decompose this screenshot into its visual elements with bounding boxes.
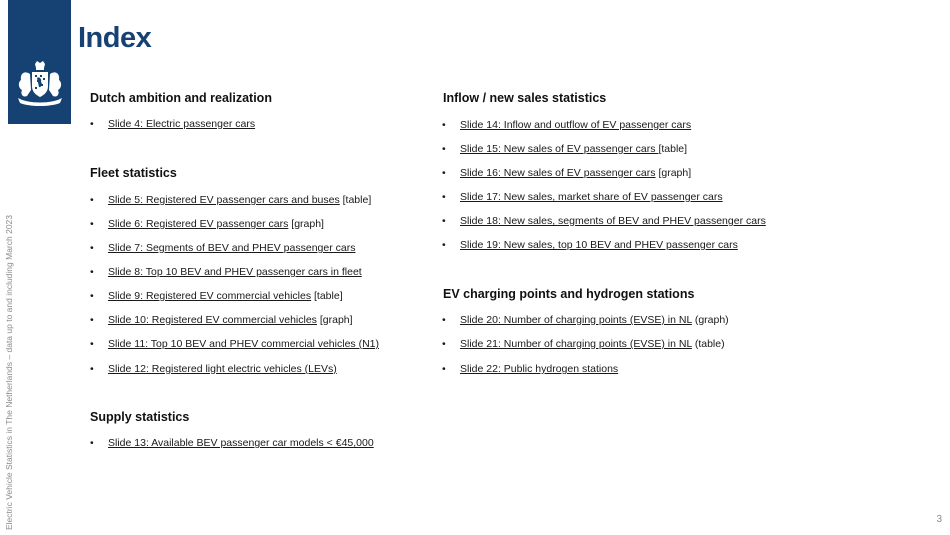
list-item <box>90 118 256 130</box>
bullet: • <box>442 363 446 375</box>
list-item <box>442 191 723 203</box>
bullet: • <box>442 167 446 179</box>
list-item <box>90 266 362 278</box>
list-item <box>442 167 692 179</box>
government-logo-block <box>8 0 71 124</box>
list-item <box>90 338 379 350</box>
list-item <box>442 143 688 155</box>
slide-link[interactable]: Slide 5: Registered EV passenger cars and buses <box>108 194 340 206</box>
bullet: • <box>90 363 94 375</box>
list-item <box>442 119 692 131</box>
slide-link[interactable]: Slide 16: New sales of EV passenger cars <box>460 167 656 179</box>
section-heading-fleet: Fleet statistics <box>90 166 177 180</box>
section-heading-dutch-ambition: Dutch ambition and realization <box>90 91 272 105</box>
slide-link[interactable]: Slide 15: New sales of EV passenger cars <box>460 143 659 155</box>
bullet: • <box>90 338 94 350</box>
bullet: • <box>442 119 446 131</box>
bullet: • <box>442 191 446 203</box>
bullet: • <box>90 218 94 230</box>
slide-link[interactable]: Slide 14: Inflow and outflow of EV passenger cars <box>460 119 692 131</box>
bullet: • <box>90 194 94 206</box>
list-item <box>442 338 725 350</box>
slide-link[interactable]: Slide 20: Number of charging points (EVSE) in NL <box>460 314 692 326</box>
bullet: • <box>90 242 94 254</box>
bullet: • <box>90 266 94 278</box>
item-suffix: [table] <box>658 143 688 155</box>
list-item <box>90 242 356 254</box>
list-item <box>90 314 353 326</box>
slide-link[interactable]: Slide 19: New sales, top 10 BEV and PHEV passenger cars <box>460 239 738 251</box>
bullet: • <box>442 143 446 155</box>
slide-link[interactable]: Slide 13: Available BEV passenger car models < €45,000 <box>108 437 374 449</box>
slide-link[interactable]: Slide 21: Number of charging points (EVSE) in NL <box>460 338 692 350</box>
slide-link[interactable]: Slide 11: Top 10 BEV and PHEV commercial vehicles (N1) <box>108 338 379 350</box>
list-item <box>442 363 619 375</box>
bullet: • <box>442 314 446 326</box>
list-item <box>442 239 738 251</box>
item-suffix: [table] <box>311 290 343 302</box>
item-suffix: [table] <box>339 194 372 206</box>
bullet: • <box>90 437 94 449</box>
bullet: • <box>90 290 94 302</box>
section-heading-inflow: Inflow / new sales statistics <box>443 91 607 105</box>
slide-link[interactable]: Slide 9: Registered EV commercial vehicles <box>108 290 312 302</box>
slide-link[interactable]: Slide 6: Registered EV passenger cars <box>108 218 289 230</box>
side-caption: Electric Vehicle Statistics in The Netherlands – data up to and including March 2023 <box>4 215 14 530</box>
item-suffix: (graph) <box>691 314 729 326</box>
bullet: • <box>442 215 446 227</box>
section-heading-charging: EV charging points and hydrogen stations <box>443 287 695 301</box>
section-heading-supply: Supply statistics <box>90 410 190 424</box>
slide-link[interactable]: Slide 8: Top 10 BEV and PHEV passenger cars in fleet <box>108 266 362 278</box>
coat-of-arms-icon <box>14 60 66 110</box>
list-item <box>442 215 766 227</box>
slide-link[interactable]: Slide 4: Electric passenger cars <box>108 118 256 130</box>
list-item <box>90 437 374 449</box>
bullet: • <box>90 314 94 326</box>
slide-link[interactable]: Slide 18: New sales, segments of BEV and PHEV passenger cars <box>460 215 766 227</box>
bullet: • <box>442 239 446 251</box>
slide-link[interactable]: Slide 10: Registered EV commercial vehicles <box>108 314 317 326</box>
list-item <box>442 314 729 326</box>
slide-link[interactable]: Slide 7: Segments of BEV and PHEV passenger cars <box>108 242 356 254</box>
page-number: 3 <box>936 514 942 525</box>
slide-link[interactable]: Slide 12: Registered light electric vehicles (LEVs) <box>108 363 337 375</box>
item-suffix: [graph] <box>316 314 353 326</box>
list-item <box>90 218 324 230</box>
slide-link[interactable]: Slide 17: New sales, market share of EV passenger cars <box>460 191 723 203</box>
bullet: • <box>90 118 94 130</box>
page-title: Index <box>78 22 152 54</box>
item-suffix: (table) <box>691 338 725 350</box>
list-item <box>90 290 343 302</box>
item-suffix: [graph] <box>288 218 324 230</box>
slide-link[interactable]: Slide 22: Public hydrogen stations <box>460 363 619 375</box>
bullet: • <box>442 338 446 350</box>
list-item <box>90 363 337 375</box>
list-item <box>90 194 372 206</box>
item-suffix: [graph] <box>655 167 692 179</box>
